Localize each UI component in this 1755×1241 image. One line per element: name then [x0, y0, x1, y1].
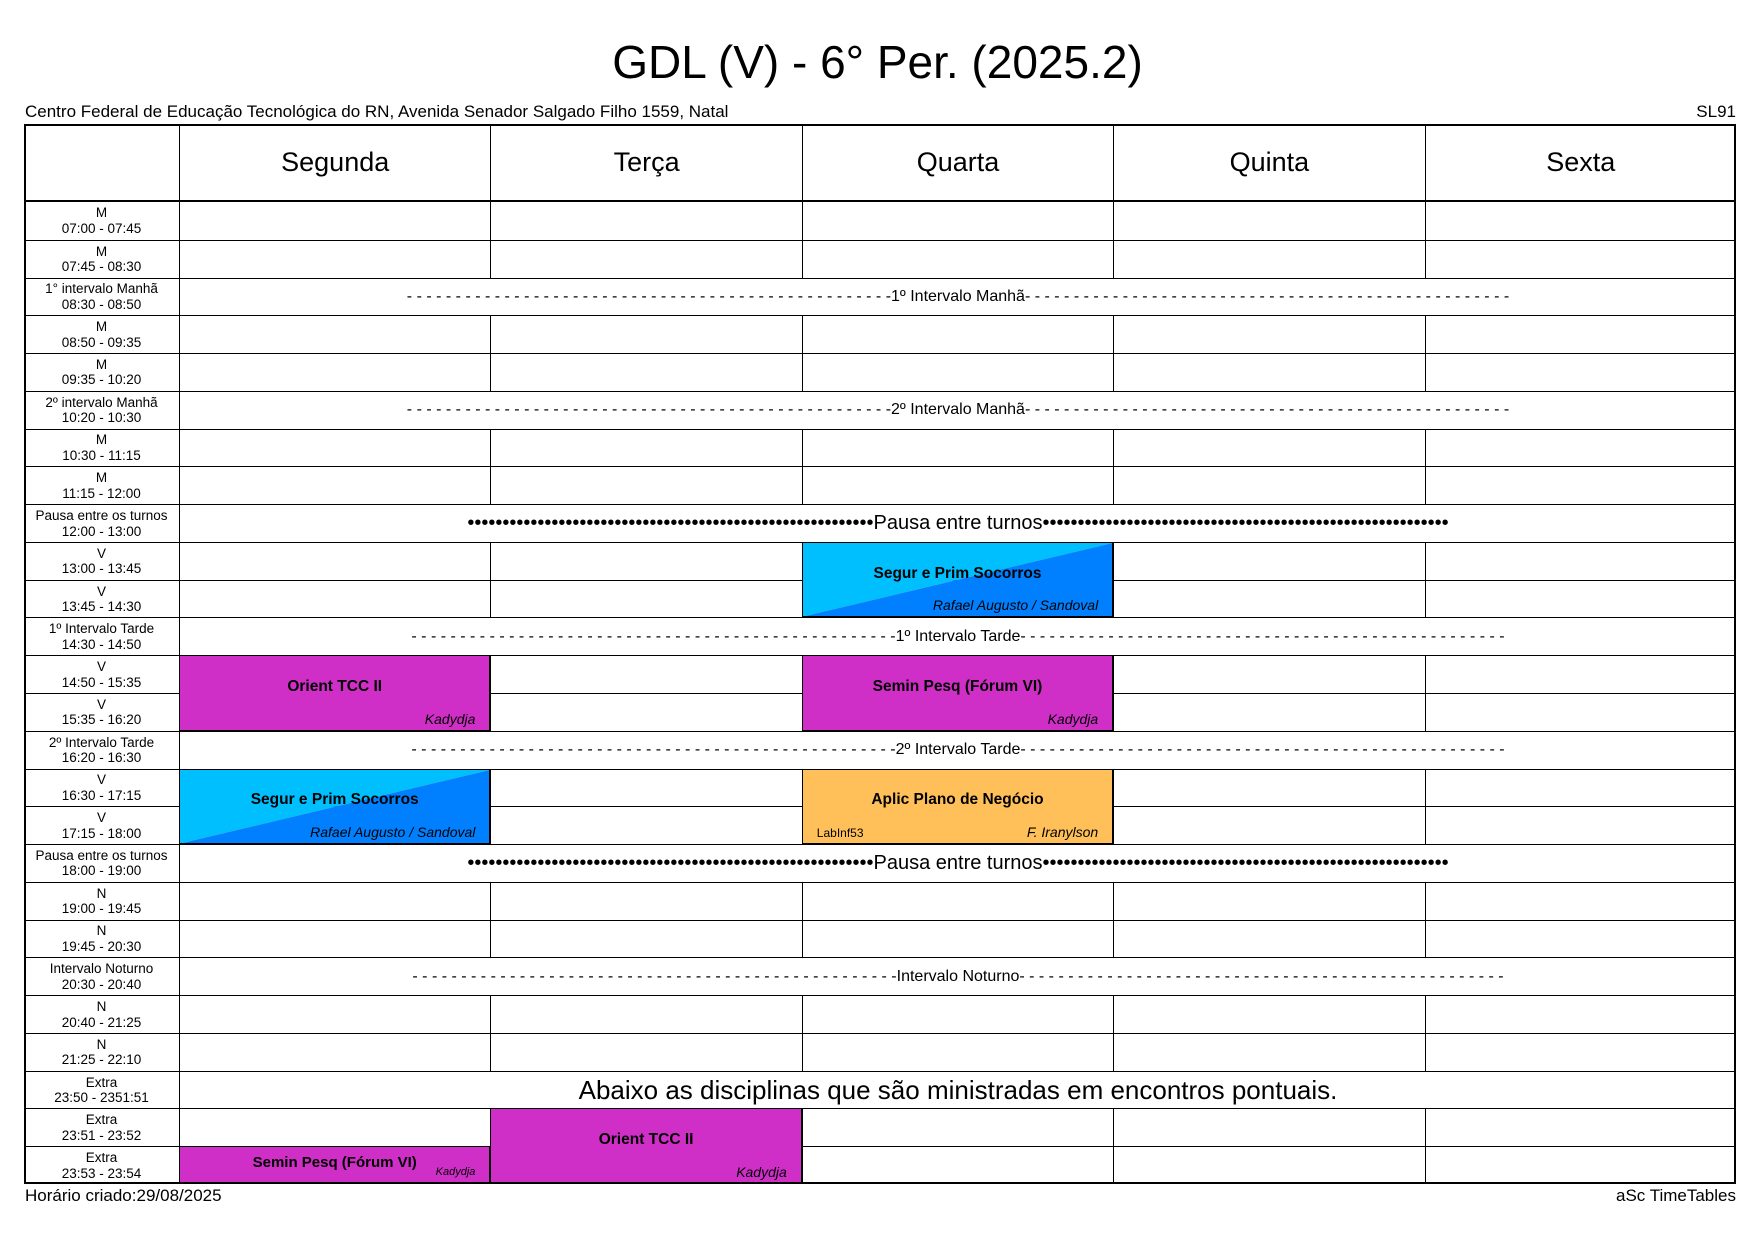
period-label	[24, 504, 179, 542]
period-time: 18:00 - 19:00	[61, 863, 142, 879]
period-time: 16:30 - 17:15	[61, 787, 142, 803]
break-band	[179, 731, 1736, 769]
timeslot-cell[interactable]	[802, 466, 1113, 504]
timeslot-cell[interactable]	[802, 429, 1113, 467]
break-label: Pausa entre turnos	[873, 851, 1043, 874]
timeslot-cell[interactable]	[1113, 769, 1424, 807]
period-label	[24, 353, 179, 391]
timeslot-cell[interactable]	[1113, 466, 1424, 504]
day-header-label: Sexta	[1546, 146, 1616, 177]
day-header-2	[490, 124, 801, 202]
break-decoration: - - - - - - - - - - - - - - - - - - - - - - - - - - - - - - - - - - - - - - - - - - - - - - - - - -	[1024, 287, 1510, 305]
lesson-subject: Segur e Prim Socorros	[873, 564, 1042, 582]
break-decoration: - - - - - - - - - - - - - - - - - - - - - - - - - - - - - - - - - - - - - - - - - - - - - - - - - -	[411, 741, 896, 759]
break-band	[179, 844, 1736, 882]
period-label	[24, 882, 179, 920]
timeslot-cell[interactable]	[490, 655, 801, 693]
timeslot-cell[interactable]	[179, 1108, 490, 1146]
lesson-teacher: Kadydja	[1047, 710, 1099, 727]
period-name: V	[96, 583, 106, 599]
timeslot-cell[interactable]	[490, 580, 801, 618]
period-time: 10:30 - 11:15	[62, 447, 141, 463]
break-band	[179, 957, 1736, 995]
break-label: 1º Intervalo Tarde	[895, 627, 1021, 645]
timeslot-cell[interactable]	[1425, 202, 1736, 240]
break-decoration: - - - - - - - - - - - - - - - - - - - - - - - - - - - - - - - - - - - - - - - - - - - - - - - - - -	[1019, 967, 1504, 985]
institution-address: Centro Federal de Educação Tecnológica do RN, Avenida Senador Salgado Filho 1559, Natal	[25, 102, 729, 121]
lesson-card[interactable]	[802, 655, 1113, 731]
header-corner	[24, 124, 179, 202]
period-time: 10:20 - 10:30	[61, 410, 142, 426]
timeslot-cell[interactable]	[1113, 542, 1424, 580]
period-time: 13:45 - 14:30	[61, 599, 142, 615]
timeslot-cell[interactable]	[1113, 353, 1424, 391]
timeslot-cell[interactable]	[490, 466, 801, 504]
break-decoration: - - - - - - - - - - - - - - - - - - - - - - - - - - - - - - - - - - - - - - - - - - - - - - - - - -	[1024, 401, 1510, 419]
period-time: 20:40 - 21:25	[61, 1014, 142, 1030]
timeslot-cell[interactable]	[802, 240, 1113, 278]
timeslot-cell[interactable]	[802, 1146, 1113, 1184]
period-time: 07:45 - 08:30	[61, 259, 142, 275]
timeslot-cell[interactable]	[802, 1108, 1113, 1146]
timeslot-cell[interactable]	[490, 995, 801, 1033]
timeslot-cell[interactable]	[802, 1033, 1113, 1071]
period-name: M	[95, 319, 108, 335]
period-name: N	[96, 999, 107, 1015]
lesson-subject: Orient TCC II	[287, 677, 383, 695]
period-time: 07:00 - 07:45	[61, 220, 142, 236]
period-time: 16:20 - 16:30	[61, 750, 142, 766]
period-label	[24, 731, 179, 769]
timeslot-cell[interactable]	[179, 1033, 490, 1071]
lesson-card[interactable]	[179, 655, 490, 731]
timeslot-cell[interactable]	[490, 769, 801, 807]
lesson-room: LabInf53	[816, 826, 864, 841]
period-time: 17:15 - 18:00	[61, 825, 142, 841]
timeslot-cell[interactable]	[179, 353, 490, 391]
break-decoration: - - - - - - - - - - - - - - - - - - - - - - - - - - - - - - - - - - - - - - - - - - - - - - - - - -	[412, 967, 897, 985]
timeslot-cell[interactable]	[490, 882, 801, 920]
software-credit: aSc TimeTables	[1616, 1186, 1736, 1205]
timeslot-cell[interactable]	[490, 429, 801, 467]
period-time: 12:00 - 13:00	[61, 523, 142, 539]
period-name: N	[96, 923, 107, 939]
period-label	[24, 466, 179, 504]
break-decoration: - - - - - - - - - - - - - - - - - - - - - - - - - - - - - - - - - - - - - - - - - - - - - - - - - -	[1020, 627, 1505, 645]
timeslot-cell[interactable]	[1425, 655, 1736, 693]
period-label	[24, 995, 179, 1033]
period-time: 23:53 - 23:54	[61, 1165, 142, 1181]
period-name: M	[95, 356, 108, 372]
lesson-teacher: F. Iranylson	[1026, 824, 1099, 841]
timeslot-cell[interactable]	[802, 920, 1113, 958]
timeslot-cell[interactable]	[1113, 1108, 1424, 1146]
timeslot-cell[interactable]	[1425, 995, 1736, 1033]
period-label	[24, 278, 179, 316]
break-label: Pausa entre turnos	[873, 512, 1043, 535]
day-header-1	[179, 124, 490, 202]
timeslot-cell[interactable]	[179, 429, 490, 467]
break-decoration: ••••••••••••••••••••••••••••••••••••••••••••••••••••••••••	[467, 512, 874, 535]
period-name: V	[96, 545, 106, 561]
day-header-4	[1113, 124, 1424, 202]
period-label	[24, 655, 179, 693]
lesson-subject: Orient TCC II	[598, 1131, 694, 1149]
timeslot-cell[interactable]	[1425, 1108, 1736, 1146]
period-time: 19:45 - 20:30	[61, 938, 142, 954]
period-time: 14:50 - 15:35	[61, 674, 142, 690]
timeslot-cell[interactable]	[802, 353, 1113, 391]
break-label: 2º Intervalo Manhã	[891, 401, 1025, 419]
period-label	[24, 391, 179, 429]
lesson-card[interactable]	[179, 769, 490, 845]
period-time: 21:25 - 22:10	[61, 1052, 142, 1068]
period-label	[24, 617, 179, 655]
timeslot-cell[interactable]	[1425, 466, 1736, 504]
break-label: Intervalo Noturno	[896, 967, 1020, 985]
timeslot-cell[interactable]	[179, 240, 490, 278]
timeslot-cell[interactable]	[490, 806, 801, 844]
day-header-label: Segunda	[281, 146, 390, 177]
period-time: 23:51 - 23:52	[61, 1127, 142, 1143]
timeslot-cell[interactable]	[1425, 542, 1736, 580]
period-time: 13:00 - 13:45	[61, 561, 142, 577]
break-label: 2º Intervalo Tarde	[895, 741, 1021, 759]
break-band	[179, 504, 1736, 542]
timeslot-cell[interactable]	[490, 202, 801, 240]
timeslot-cell[interactable]	[1425, 240, 1736, 278]
timeslot-cell[interactable]	[179, 542, 490, 580]
period-name: M	[95, 470, 108, 486]
period-name: M	[95, 243, 108, 259]
timeslot-cell[interactable]	[1113, 315, 1424, 353]
timeslot-cell[interactable]	[179, 995, 490, 1033]
timeslot-cell[interactable]	[490, 315, 801, 353]
lesson-teacher: Rafael Augusto / Sandoval	[310, 824, 476, 841]
period-label	[24, 769, 179, 807]
period-name: M	[95, 432, 108, 448]
timeslot-cell[interactable]	[490, 920, 801, 958]
break-decoration: - - - - - - - - - - - - - - - - - - - - - - - - - - - - - - - - - - - - - - - - - - - - - - - - - -	[406, 287, 892, 305]
period-name: V	[96, 810, 106, 826]
timeslot-cell[interactable]	[1113, 1146, 1424, 1184]
timeslot-cell[interactable]	[490, 240, 801, 278]
lesson-teacher: Kadydja	[424, 710, 476, 727]
timeslot-cell[interactable]	[490, 542, 801, 580]
lesson-teacher: Kadydja	[736, 1163, 787, 1180]
created-date: Horário criado:29/08/2025	[25, 1186, 222, 1205]
timeslot-cell[interactable]	[1425, 1146, 1736, 1184]
period-time: 19:00 - 19:45	[61, 901, 142, 917]
timeslot-cell[interactable]	[1113, 202, 1424, 240]
period-name: 1° intervalo Manhã	[45, 281, 158, 297]
period-label	[24, 693, 179, 731]
period-name: Pausa entre os turnos	[35, 508, 168, 524]
timeslot-cell[interactable]	[1425, 580, 1736, 618]
timeslot-cell[interactable]	[1113, 429, 1424, 467]
period-label	[24, 315, 179, 353]
lesson-teacher: Kadydja	[435, 1165, 476, 1178]
period-label	[24, 240, 179, 278]
timeslot-cell[interactable]	[179, 202, 490, 240]
timeslot-cell[interactable]	[1425, 353, 1736, 391]
break-label: Abaixo as disciplinas que são ministradas em encontros pontuais.	[578, 1074, 1338, 1105]
lesson-card[interactable]	[802, 542, 1113, 618]
timeslot-cell[interactable]	[1113, 920, 1424, 958]
period-name: V	[96, 696, 106, 712]
period-name: Pausa entre os turnos	[35, 847, 168, 863]
timeslot-cell[interactable]	[179, 466, 490, 504]
period-time: 08:30 - 08:50	[61, 296, 142, 312]
timeslot-cell[interactable]	[1113, 995, 1424, 1033]
break-decoration: - - - - - - - - - - - - - - - - - - - - - - - - - - - - - - - - - - - - - - - - - - - - - - - - - -	[411, 627, 896, 645]
period-label	[24, 844, 179, 882]
room-code: SL91	[1696, 102, 1736, 121]
period-label	[24, 429, 179, 467]
period-label	[24, 957, 179, 995]
period-label	[24, 542, 179, 580]
period-name: 2º Intervalo Tarde	[48, 734, 155, 750]
period-name: 1º Intervalo Tarde	[48, 621, 155, 637]
timeslot-cell[interactable]	[802, 315, 1113, 353]
period-time: 15:35 - 16:20	[61, 712, 142, 728]
period-time: 08:50 - 09:35	[61, 334, 142, 350]
day-header-label: Quinta	[1229, 146, 1310, 177]
period-name: Extra	[85, 1074, 118, 1090]
period-label	[24, 580, 179, 618]
period-label	[24, 1033, 179, 1071]
break-decoration: ••••••••••••••••••••••••••••••••••••••••••••••••••••••••••	[467, 851, 874, 874]
period-name: Extra	[85, 1112, 118, 1128]
period-name: Intervalo Noturno	[49, 961, 154, 977]
lesson-card[interactable]	[802, 769, 1113, 845]
lesson-card[interactable]	[490, 1108, 801, 1184]
lesson-teacher: Rafael Augusto / Sandoval	[932, 597, 1099, 614]
lesson-subject: Segur e Prim Socorros	[250, 791, 419, 809]
break-label: 1º Intervalo Manhã	[891, 287, 1025, 305]
period-label	[24, 920, 179, 958]
break-decoration: - - - - - - - - - - - - - - - - - - - - - - - - - - - - - - - - - - - - - - - - - - - - - - - - - -	[406, 401, 892, 419]
timeslot-cell[interactable]	[802, 202, 1113, 240]
timeslot-cell[interactable]	[1113, 1033, 1424, 1071]
timeslot-cell[interactable]	[1425, 429, 1736, 467]
break-band	[179, 391, 1736, 429]
period-name: M	[95, 205, 108, 221]
timetable-grid	[24, 124, 1736, 1184]
break-band	[179, 1071, 1736, 1109]
period-name: 2º intervalo Manhã	[45, 394, 158, 410]
timeslot-cell[interactable]	[1113, 580, 1424, 618]
period-label	[24, 202, 179, 240]
timeslot-cell[interactable]	[1113, 693, 1424, 731]
timeslot-cell[interactable]	[1113, 240, 1424, 278]
timeslot-cell[interactable]	[490, 693, 801, 731]
period-time: 11:15 - 12:00	[62, 485, 141, 501]
period-name: N	[96, 885, 107, 901]
period-name: V	[96, 659, 106, 675]
timeslot-cell[interactable]	[179, 315, 490, 353]
timeslot-cell[interactable]	[1113, 882, 1424, 920]
timeslot-cell[interactable]	[179, 580, 490, 618]
period-time: 23:50 - 2351:51	[54, 1090, 149, 1106]
day-header-3	[802, 124, 1113, 202]
period-time: 20:30 - 20:40	[61, 976, 142, 992]
break-decoration: - - - - - - - - - - - - - - - - - - - - - - - - - - - - - - - - - - - - - - - - - - - - - - - - - -	[1020, 741, 1505, 759]
lesson-subject: Aplic Plano de Negócio	[871, 791, 1044, 809]
timeslot-cell[interactable]	[1113, 806, 1424, 844]
timeslot-cell[interactable]	[802, 995, 1113, 1033]
period-time: 09:35 - 10:20	[61, 372, 142, 388]
timeslot-cell[interactable]	[1425, 1033, 1736, 1071]
break-band	[179, 278, 1736, 316]
timeslot-cell[interactable]	[490, 1033, 801, 1071]
timeslot-cell[interactable]	[1113, 655, 1424, 693]
period-name: Extra	[85, 1150, 118, 1166]
lesson-card[interactable]	[179, 1146, 490, 1184]
day-header-label: Terça	[613, 146, 680, 177]
timeslot-cell[interactable]	[1425, 806, 1736, 844]
lesson-subject: Semin Pesq (Fórum VI)	[252, 1154, 417, 1172]
period-name: V	[96, 772, 106, 788]
period-label	[24, 1108, 179, 1146]
timetable-title: GDL (V) - 6° Per. (2025.2)	[612, 36, 1143, 88]
timeslot-cell[interactable]	[1425, 920, 1736, 958]
break-band	[179, 617, 1736, 655]
period-label	[24, 1071, 179, 1109]
period-label	[24, 1146, 179, 1184]
timeslot-cell[interactable]	[1425, 769, 1736, 807]
break-decoration: ••••••••••••••••••••••••••••••••••••••••••••••••••••••••••	[1042, 512, 1449, 535]
period-time: 14:30 - 14:50	[61, 636, 142, 652]
lesson-subject: Semin Pesq (Fórum VI)	[872, 677, 1043, 695]
timeslot-cell[interactable]	[490, 353, 801, 391]
timeslot-cell[interactable]	[802, 882, 1113, 920]
day-header-5	[1425, 124, 1736, 202]
timeslot-cell[interactable]	[179, 920, 490, 958]
period-name: N	[96, 1036, 107, 1052]
timeslot-cell[interactable]	[1425, 315, 1736, 353]
timeslot-cell[interactable]	[1425, 693, 1736, 731]
timeslot-cell[interactable]	[179, 882, 490, 920]
break-decoration: ••••••••••••••••••••••••••••••••••••••••••••••••••••••••••	[1042, 851, 1449, 874]
timeslot-cell[interactable]	[1425, 882, 1736, 920]
day-header-label: Quarta	[916, 146, 1000, 177]
period-label	[24, 806, 179, 844]
